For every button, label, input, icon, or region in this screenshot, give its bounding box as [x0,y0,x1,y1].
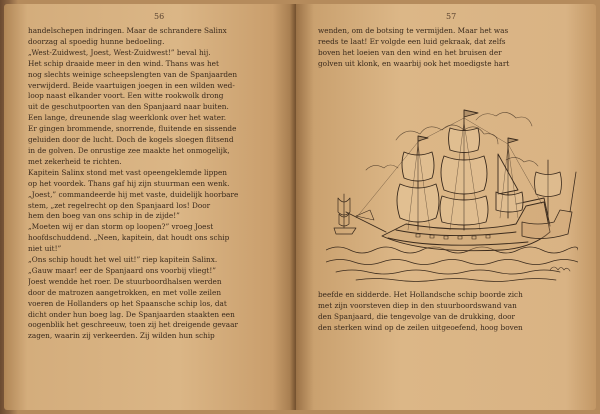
text-line: Het schip draaide meer in den wind. Thans was het [28,58,219,68]
right-page-top-text [318,26,578,70]
text-line: wenden, om de botsing te vermijden. Maar het was [318,26,509,35]
left-page [4,4,296,410]
main-ship [346,110,550,251]
text-line: Kapitein Salinx stond met vast opeengeklemde lippen [28,167,227,177]
text-line: Joest wendde het roer. De stuurboordhalsen werden [28,276,222,286]
text-line: hoofdschuddend. „Neen, kapitein, dat houdt ons schip [28,233,230,243]
text-line: den Spanjaard, die tengevolge van de drukking, door [318,311,516,321]
text-line: op het voordek. Thans gaf hij zijn stuurman een wenk. [28,178,230,188]
left-page-text [28,26,282,342]
text-line: oogenblik het geschreeuw, toen zij het dreigende gevaar [28,320,238,330]
right-page [296,4,596,410]
right-page-bottom-text [318,290,578,334]
text-line: beefde en sidderde. Het Hollandsche schip boorde zich [318,290,523,299]
text-line: Een lange, dreunende slag weerklonk over het water. [28,113,227,123]
text-line: nog slechts weinige scheepslengten van de Spanjaarden [28,69,238,79]
text-line: dicht onder hun boeg lag. De Spanjaarden staakten een [28,309,235,319]
text-line: handelschepen indringen. Maar de schrandere Salinx [28,26,227,35]
text-line: den sterken wind op de zeilen uitgeoefend, hoog boven [318,322,523,332]
text-line: niet uit!” [28,244,62,254]
text-line: „West-Zuidwest, Joest, West-Zuidwest!” beval hij. [28,47,211,57]
text-line: golven uit klonk, en waarbij ook het moedigste hart [318,58,510,68]
text-line: door de matrozen aangetrokken, en met volle zeilen [28,287,222,297]
text-line: voeren de Hollanders op het Spaansche schip los, dat [28,298,227,308]
text-line: reeds te laat! Er volgde een luid gekraak, dat zelfs [318,36,506,46]
text-line: boven het loeien van den wind en het bruisen der [318,47,502,57]
text-line: „Moeten wij er dan storm op loopen?” vroeg Joest [28,222,214,232]
text-line: uit de geschutpoorten van den Spanjaard naar buiten. [28,102,229,112]
page-number-right: 57 [446,12,457,21]
text-line: doorzag al spoedig hunne bedoeling. [28,36,165,46]
second-ship-right [522,160,576,239]
text-line: met zijn voorsteven diep in den stuurboordswand van [318,300,517,310]
text-line: loop naast elkander voort. Een witte rookwolk drong [28,91,224,101]
text-line: stem, „zet regelrecht op den Spanjaard los! Door [28,200,211,210]
text-line: geluiden door de lucht. Doch de kogels sloegen flitsend [28,135,234,145]
text-line: „Ons schip houdt het wel uit!” riep kapitein Salinx. [28,255,218,265]
text-line: met zekerheid te richten. [28,156,122,166]
text-line: „Gauw maar! eer de Spanjaard ons voorbij vliegt!” [28,265,217,275]
distant-ship-left [334,194,356,234]
sea-waves [326,247,578,282]
sailing-ship-illustration [326,100,578,282]
page-number-left: 56 [154,12,165,21]
text-line: in de golven. De onrustige zee maakte het onmogelijk, [28,145,230,155]
text-line: verwijderd. Beide vaartuigen joegen in een wilden wed- [28,80,235,90]
text-line: zagen, waarin zij verkeerden. Zij wilden hun schip [28,331,215,341]
text-line: hem den boeg van ons schip in de zijde!” [28,211,180,221]
text-line: „Joest,” commandeerde hij met vaste, duidelijk hoorbare [28,189,239,199]
text-line: Er gingen brommende, snorrende, fluitende en sissende [28,124,237,134]
